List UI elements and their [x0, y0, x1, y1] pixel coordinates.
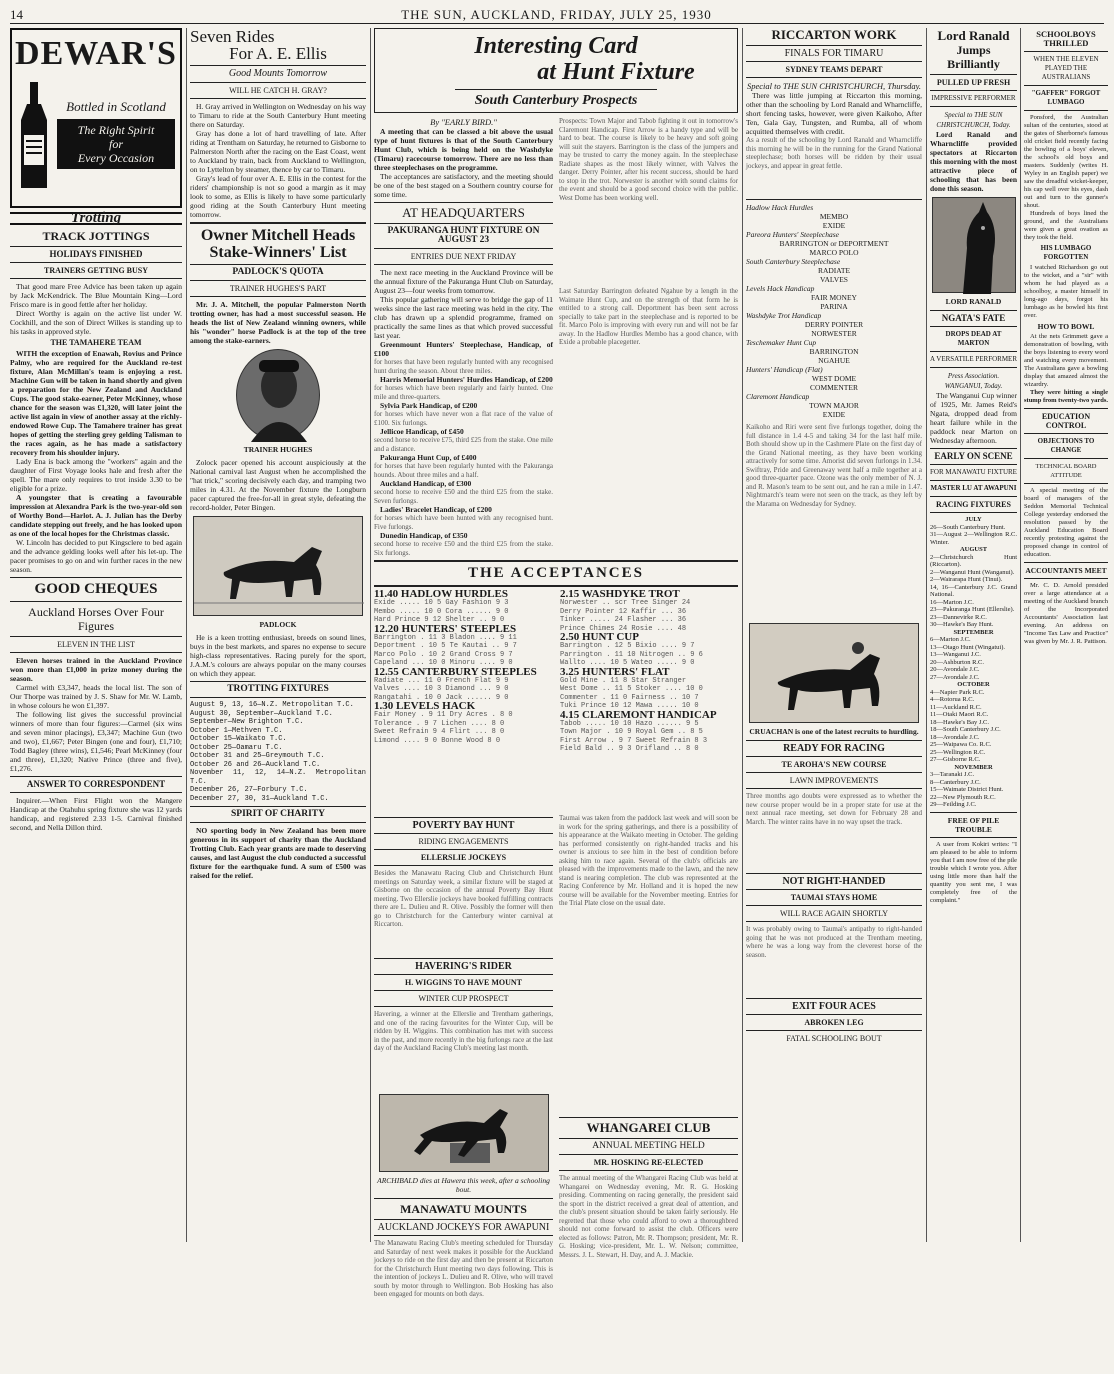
headline-not-right-handed: NOT RIGHT-HANDED [782, 876, 886, 887]
headline-answer: ANSWER TO CORRESPONDENT [26, 779, 166, 789]
subhead-winter-cup: WINTER CUP PROSPECT [418, 994, 509, 1003]
fixture-item: 15—Waimate District Hunt. [930, 786, 1004, 793]
subhead-abroken-leg: ABROKEN LEG [804, 1018, 864, 1027]
selection-horse: MARCO POLO [809, 248, 859, 257]
caption-lord-ranald: LORD RANALD [945, 297, 1002, 306]
paragraph: Lady Ena is back among the "workers" again and the daughter of First Voyage looks hale and fresh after the spell. The mare only requires to trot inside 3.30 to be eligible for a prize. [10, 457, 182, 493]
headline-manawatu-mounts: MANAWATU MOUNTS [400, 1202, 527, 1216]
caption-trainer-hughes: TRAINER HUGHES [243, 445, 313, 454]
acceptance-race: 2.50 HUNT CUP [560, 631, 639, 643]
horse-icon [194, 517, 364, 617]
headline-schoolboys: SCHOOLBOYS THRILLED [1036, 29, 1096, 48]
paragraph: They were hitting a single stump from twenty-two yards. [1024, 389, 1109, 404]
column-3d: Taumai was taken from the paddock last week and will soon be in work for the spring gatherings, and there is a possibility of his appearance at the Waikato meeting in October. The gelding has performed consistently on right-handed tracks and his owner is anxious to see him in the best of condition before asking him to race again. Several of the club's officials are pleased with the improvements made to the lawn, and the new stand is nearing completion. The club was represented at the Racing Conference by Mr. Holland and it is hoped the new course will be available for the November meeting. Entries for the Trial Plate close on the usual date. WHANGAREI CLUB ANNUAL MEETING HELD MR. HOSKING RE-ELECTED The annual meeting of the Whangarei Racing Club was held at Whangarei on Wednesday evening, Mr. R. G. Hosking presiding. Commenting on racing generally, the president said the sport in the district received a great deal of attention, and the club's present situation should be taken fairly seriously. He regretted that those who could afford to own a thoroughbred should not come forward to assist the club. Officers were elected as follows: Patron, Mr. R. Thompson; president, Mr. R. G. Hosking; vice-president, Mr. L. W. Nelson; committee, Messrs. J. L. Stewart, H. Day, and A. J. Mackie. [559, 814, 738, 1259]
selection-race: South Canterbury Steeplechase [746, 257, 841, 266]
column-6 [1024, 28, 1108, 1242]
paragraph: Zolock pacer opened his account auspiciously at the National carnival last August when he accomplished the "hat trick," scoring decisively each day, and tramping two miles in 4.31. At the November fixture the Longburn pacer captured the free-for-all in great style, defeating the record-holder, Peter Bingen. [190, 458, 366, 512]
subhead-fatal-schooling: FATAL SCHOOLING BOUT [786, 1034, 882, 1043]
fixture-item: September—New Brighton T.C. [190, 718, 304, 726]
paragraph: A youngster that is creating a favourable impression at Alexandra Park is the two-year-old son of Worthy Bond—Harlot. A. J. Julian has the Derby candidate stepping out freely, and he has looked upon as one of the local hopes for the Christmas classic. [10, 493, 182, 538]
subhead-lawn: LAWN IMPROVEMENTS [789, 776, 879, 785]
paragraph: Mr. C. D. Arnold presided over a large attendance at a meeting of the Auckland branch of the Incorporated Accountants' Association last evening. An address on "Income Tax Law and Practice" was given by Mr. J. R. Pattison. [1024, 582, 1108, 645]
subhead-pulled-up: PULLED UP FRESH [936, 78, 1011, 87]
acceptance-race: 4.15 CLAREMONT HANDICAP [560, 708, 717, 721]
subhead-versatile: A VERSATILE PERFORMER [930, 355, 1017, 363]
paragraph: I watched Richardson go out to the wicket, and a "sir" with whom he had played as a schoolboy, a master himself in long-ago days, forgot his lumbago as he bowled his first over. [1024, 264, 1108, 319]
headline-ellis: For A. E. Ellis [229, 44, 327, 63]
bottle-icon [17, 80, 51, 190]
selection-horse: COMMENTER [810, 383, 858, 392]
selection-race: Claremont Handicap [746, 392, 810, 401]
paragraph: The acceptances are satisfactory, and the meeting should be one of the best staged on a Southern country course for some time. [374, 172, 553, 199]
headline-interesting-card: Interesting Card [474, 33, 638, 59]
paragraph: NO sporting body in New Zealand has been more generous in its support of charity than the Auckland Trotting Club. Each year grants are made to deserving causes, and last August the club conducted a successful fixture for the earthquake fund. A sum of £500 was raised for the relief. [190, 826, 366, 880]
headline-auckland-horses: Auckland Horses Over Four Figures [28, 605, 164, 633]
column-1 [10, 28, 182, 1242]
race-entry: Greenmount Hunters' Steeplechase, Handicap, of £100 [374, 340, 553, 358]
headline-eleven: ELEVEN IN THE LIST [57, 640, 135, 649]
subhead-drops-dead: DROPS DEAD AT MARTON [945, 330, 1002, 347]
race-entry: Dunedin Handicap, of £350 [380, 531, 468, 540]
headline-exit-four-aces: EXIT FOUR ACES [792, 1001, 876, 1012]
cruachan-photo [749, 623, 919, 723]
headline-racing-fixtures: RACING FIXTURES [936, 500, 1011, 509]
column-3b: Prospects: Town Major and Tabob fighting it out in tomorrow's Claremont Handicap. First Arrow is a handy type and will be hard to beat. The course is likely to be heavy and soft going will suit the stayers. Barrington is the class of the jumpers and may be trusted to carry the money again. In the steeplechase Radiate shapes as the most likely winner, with Valves the danger. Derry Pointer, after his recent success, should be hard to stop in the trot. Norwester is another with sound claims for the event and should be a good second choice with the public. West Dome has been working well. Last Saturday Barrington defeated Ngahue by a length in the Waimate Hunt Cup, and on the strength of that form he is entitled to a strong call. Deportment has been sent across specially to take part in the steeplechase and is reported to be fit. Marco Polo is improving with every run and will not be far away. In the Hadlow Hurdles Membo has a good chance, with Exide a probable placegetter. [559, 117, 738, 346]
ad-line-4: Every Occasion [77, 150, 155, 165]
race-entry: Sylvia Park Handicap, of £200 [380, 401, 478, 410]
ad-line-2: The Right Spirit [77, 122, 155, 137]
fixture-item: November 11, 12, 14—N.Z. Metropolitan T.C. [190, 769, 366, 786]
selection-race: Washdyke Trot Handicap [746, 311, 822, 320]
paragraph: Carmel with £3,347, heads the local list. The son of Our Thorpe was trained by J. S. Shaw for Mr. W. Lamb, in whose colours he won £1,397. [10, 683, 182, 710]
subhead-how-to-bowl: HOW TO BOWL [1037, 322, 1095, 331]
dateline: Special to THE SUN CHRISTCHURCH, Thursday. [746, 81, 922, 91]
selection-horse: BARRINGTON [809, 347, 859, 356]
subhead-lumbago: HIS LUMBAGO FORGOTTEN [1040, 244, 1092, 261]
fixture-item: 4—Napier Park R.C. [930, 688, 985, 696]
fixture-item: 20—Ashburton R.C. [930, 658, 984, 666]
subhead-ellerslie: ELLERSLIE JOCKEYS [420, 853, 507, 862]
section-heading: Trotting [10, 212, 182, 225]
fixture-month: SEPTEMBER [953, 628, 994, 636]
paragraph: A special meeting of the board of managers of the Seddon Memorial Technical College yesterday endorsed the resolution passed by the Auckland Education Board recently protesting against the proposed change in control of education. [1024, 487, 1108, 558]
horse-head-icon [933, 198, 1017, 294]
selection-horse: BARRINGTON or DEPORTMENT [779, 239, 889, 248]
fixture-item: 22—New Plymouth R.C. [930, 793, 996, 801]
jumping-horse-icon [380, 1095, 550, 1173]
acceptances-grid: 11.40 HADLOW HURDLES Exide ..... 10 5 Gay Fashion 9 3 Membo ..... 10 0 Cora ...... 9 0 Hard Prince 9 12 Shelter .. 9 0 12.20 HUNTERS' STEEPLES Barrington . 11 3 Bladon .... 9 11 Deportment . 10 5 Te Kautai .. 9 7 Marco Polo . 10 2 Grand Cross 9 7 Capeland ... 10 0 Minoru .... 9 0 12.55 CANTERBURY STEEPLES Radiate ... 11 0 French Flat 9 9 Valves .... 10 3 Diamond ... 9 0 Rangatahi . 10 0 Jack ...... 9 0 1.30 LEVELS HACK Fair Money . 9 11 Dry Acres . 8 0 Tolerance . 9 7 Lichen .... 8 0 Sweet Refrain 9 4 Flirt ... 8 0 Limond .... 9 0 Bonne Wood 8 0 2.15 WASHDYKE TROT Norwester .. scr Tree Singer 24 Derry Pointer 12 Kaffir ... 36 Tinker ..... 24 Flasher ... 36 Prince Chimes 24 Rosie .... 48 2.50 HUNT CUP Barrington . 12 5 Bixio .... 9 7 Parrington . 11 10 Nitrogen .. 9 6 Wallto .... 10 5 Wateo ..... 9 0 3.25 HUNTERS' FLAT Gold Mine . 11 8 Star Stranger West Dome .. 11 5 Stoker .... 10 0 Commenter . 11 0 Fairness .. 10 7 Tuki Prince 10 12 Mawa ..... 10 0 4.15 CLAREMONT HANDICAP Tabob ..... 10 10 Hazo ...... 9 5 Town Major . 10 9 Royal Gem .. 8 5 First Arrow . 9 7 Sweet Refrain 8 3 Field Bald .. 9 3 Orifland .. 8 0 [374, 590, 738, 810]
padlock-photo [193, 516, 363, 616]
caption-padlock: PADLOCK [259, 620, 297, 629]
headline-at-headquarters: AT HEADQUARTERS [402, 205, 525, 220]
headline-sydney-teams: SYDNEY TEAMS DEPART [785, 65, 883, 74]
fixture-item: 8—Canterbury J.C. [930, 778, 981, 786]
fixture-item: 26—South Canterbury Hunt. [930, 523, 1006, 531]
headline-ready-for-racing: READY FOR RACING [783, 743, 885, 754]
fixture-item: 13—Otago Hunt (Wingatui). [930, 643, 1006, 651]
fixture-item: 27—Avondale J.C. [930, 673, 980, 681]
headline-south-canterbury: South Canterbury Prospects [474, 93, 638, 108]
headline-track-jottings: TRACK JOTTINGS [42, 229, 150, 243]
selection-horse: WEST DOME [811, 374, 857, 383]
subhead-annual-meeting: ANNUAL MEETING HELD [592, 1141, 705, 1151]
column-4: RICCARTON WORK FINALS FOR TIMARU SYDNEY TEAMS DEPART Special to THE SUN CHRISTCHURCH, Thursday. There was little jumping at Riccarton this morning, other than the schooling by Lord Ranald and Wharncliffe, short fencing tasks, however, were given Kaikoho, After Ten, Gala Gay, Tungsten, and Rumba, all of whom acquitted themselves with credit. As a result of the schooling by Lord Ranald and Wharncliffe this morning he will be in the running for the Grand National steeplechase; both horses will be ridden by their usual jockeys, and appear in great fettle. Hadlow Hack Hurdles MEMBO EXIDE Pareora Hunters' Steeplechase BARRINGTON or DEPORTMENT MARCO POLO South Canterbury Steeplechase RADIATE VALVES Levels Hack Handicap FAIR MONEY PARINA Washdyke Trot Handicap DERRY POINTER NORWESTER Teschemaker Hunt Cup BARRINGTON NGAHUE Hunters' Handicap (Flat) WEST DOME COMMENTER Claremont Handicap TOWN MAJOR EXIDE Kaikoho and Riri were sent five furlongs together, doing the full distance in 1.4 4-5 and taking 34 for the last half mile. Both should show up in the Cashmere Plate on the first day of the Grand National meeting, as they have been working attractively for some time. Amorist did seven furlongs in 1.34. Swiftray, Pride and Greenaway went half a mile together at a good three-quarter pace. Ozone was the only member of N. J. and R. Mason's team to be sent out, and he ran a mile in 1.47. Nightmarch's team were not seen on the track, as they left by the Marama on Wednesday for Sydney. CRUACHAN is one of the latest recruits to hurdling. READY FOR RACING TE AROHA'S NEW COURSE LAWN IMPROVEMENTS Three months ago doubts were expressed as to whether the new course proper would be in a proper state for use at the next annual race meeting, set down for February 28 and March. The winter rains have in no way upset the track. NOT RIGHT-HANDED TAUMAI STAYS HOME WILL RACE AGAIN SHORTLY It was probably owing to Taumai's antipathy to right-handed going that he was not produced at the Trentham meeting, where he was a long way from the cleverest horse of the season. EXIT FOUR ACES ABROKEN LEG FATAL SCHOOLING BOUT [746, 27, 922, 1043]
race-entry: Auckland Handicap, of £300 [380, 479, 472, 488]
subhead-objections: OBJECTIONS TO CHANGE [1037, 437, 1095, 454]
column-5b [930, 28, 1017, 1242]
subhead-gaffer: "GAFFER" FORGOT LUMBAGO [1031, 89, 1101, 106]
headline-whangarei: WHANGAREI CLUB [586, 1120, 711, 1135]
fixture-item: 25—Wellington R.C. [930, 748, 986, 756]
fixture-item: October 1—Methven T.C. [190, 726, 283, 735]
paragraph: There was little jumping at Riccarton this morning, other than the schooling by Lord Ranald and Wharncliffe, short fencing tasks, however, were given Kaikoho, After Ten, Gala Gay, Tungsten, and Rumba, all of whom acquitted themselves with credit. [746, 91, 922, 136]
selection-race: Teschemaker Hunt Cup [746, 338, 817, 347]
paragraph: Ponsford, the Australian sultan of the centuries, stood at the gates of Sherborne's famous old cricket field recently facing the bowling of a boys' eleven, the school's old boys and masters. Suddenly (writes H. Wyley in an English paper) we saw the dreadful wicket-keeper, his cap well over his eyes, dash out and turn to the gunner's shout. [1024, 114, 1108, 209]
fixture-item: October 31 and 25—Greymouth T.C. [190, 752, 325, 760]
paragraph: The Wanganui Cup winner of 1925, Mr. James Reid's Ngata, dropped dead from heart failure while in the paddock near Marton on Wednesday afternoon. [930, 391, 1017, 445]
dateline: Press Association. WANGANUI, Today. [944, 372, 1003, 390]
race-entry: Harris Memorial Hunters' Hurdles Handicap, of £200 [380, 375, 553, 384]
selection-horse: DERRY POINTER [804, 320, 864, 329]
fixture-month: OCTOBER [957, 681, 990, 688]
masthead [10, 6, 1104, 24]
headline-owner-mitchell: Owner Mitchell Heads Stake-Winners' List [200, 227, 356, 261]
caption-archibald: ARCHIBALD dies at Hawera this week, after a schooling bout. [377, 1176, 550, 1194]
column-3a [374, 117, 553, 557]
headline-finals-timaru: FINALS FOR TIMARU [784, 48, 884, 59]
fixture-month: JULY [965, 516, 982, 523]
horse-icon [750, 624, 920, 724]
page-number: 14 [10, 6, 23, 22]
portrait-icon [237, 350, 321, 442]
headline-ngata: NGATA'S FATE [941, 313, 1006, 323]
acceptance-race: 2.15 WASHDYKE TROT [560, 588, 680, 600]
headline-early-on-scene: EARLY ON SCENE [934, 451, 1013, 461]
headline-good-cheques: GOOD CHEQUES [34, 581, 158, 597]
selection-race: Hadlow Hack Hurdles [746, 203, 814, 212]
subhead-master-lu: MASTER LU AT AWAPUNI [930, 484, 1017, 492]
fixture-item: 31—August 2—Wellington R.C. Winter. [930, 531, 1017, 546]
fixture-item: October 15—Waikato T.C. [190, 735, 287, 743]
ad-brand: DEWAR'S [15, 35, 177, 72]
dateline: Special to THE SUN CHRISTCHURCH, Today. [936, 111, 1011, 129]
subhead-technical-board: TECHNICAL BOARD ATTITUDE [1035, 463, 1097, 479]
acceptance-race: 1.30 LEVELS HACK [374, 700, 476, 712]
paragraph: Gray's lead of four over A. E. Ellis in the contest for the riders' championship is not so good a margin as it may look to some, as Ellis is likely to have some particularly good riding at the South Canterbury Hunt meeting tomorrow. [190, 174, 366, 219]
paragraph: Eleven horses trained in the Auckland Province won more than £1,000 in prize money during the season. [10, 656, 182, 683]
paragraph: W. Lincoln has decided to put Kingsclere to bed again and the advance gelding looks well after his let-up. The pacer promises to go on and win further races in the new season. [10, 538, 182, 574]
fixture-item: 16—Marton J.C. [930, 598, 974, 606]
headline-haverings-rider: HAVERING'S RIDER [415, 961, 512, 972]
fixture-item: 11—Auckland R.C. [930, 703, 982, 711]
paragraph: The following list gives the successful provincial winners of more than four figures:—Carmel (six wins and seven minor placings), £3,347; Machine Gun (two and two), £1,667; Peter Bingen (one and four), £1,710; Todd Bagley (three wins), £1,546; Pearl McKinney (four and three), £1,320; Native Prince (three and five), £1,276. [10, 710, 182, 773]
subhead-trainer-hughes: TRAINER HUGHES'S PART [229, 284, 327, 293]
fixture-item: 20—Avondale J.C. [930, 666, 980, 673]
fixture-item: 25—Waipawa Co. R.C. [930, 741, 992, 748]
archibald-photo [379, 1094, 549, 1172]
subhead-impressive: IMPRESSIVE PERFORMER [931, 94, 1016, 102]
headline-jumps-brilliantly: Jumps Brilliantly [947, 43, 1000, 71]
fixture-item: 13—Wanganui J.C. [930, 651, 981, 658]
acceptance-race: 11.40 HADLOW HURDLES [374, 588, 508, 600]
subhead-wiggins: H. WIGGINS TO HAVE MOUNT [405, 978, 522, 987]
racing-fixtures-list [930, 516, 1017, 809]
column-3 [374, 28, 738, 1298]
fixture-item: 6—Marton J.C. [930, 636, 971, 643]
paragraph: Hundreds of boys lined the ground, and the Australians were given a great ovation as they took the field. [1024, 210, 1108, 241]
fixture-item: August 30, September—Auckland T.C. [190, 709, 333, 718]
subhead-catch-gray: WILL HE CATCH H. GRAY? [229, 86, 327, 95]
fixture-item: December 27, 30, 31—Auckland T.C. [190, 794, 329, 803]
fixture-item: 30—Hawke's Bay Hunt. [930, 621, 994, 628]
headline-education-control: EDUCATION CONTROL [1041, 412, 1091, 430]
subhead-entries-due: ENTRIES DUE NEXT FRIDAY [410, 252, 517, 261]
selection-horse: MEMBO [819, 212, 849, 221]
selection-race: Hunters' Handicap (Flat) [746, 365, 823, 374]
paragraph: A meeting that can be classed a bit above the usual type of hunt fixtures is that of the South Canterbury Hunt Club, which is being held on the Washdyke (Timaru) racecourse tomorrow. There are no less than three steeplechases on the programme. [374, 127, 553, 172]
headline-pakuranga: PAKURANGA HUNT FIXTURE ON AUGUST 23 [387, 226, 540, 245]
selection-race: Levels Hack Handicap [746, 284, 815, 293]
selection-horse: EXIDE [822, 410, 846, 419]
fixture-item: August 9, 13, 16—N.Z. Metropolitan T.C. [190, 701, 354, 709]
fixture-item: October 26 and 26—Auckland T.C. [190, 760, 321, 769]
selections [746, 203, 922, 419]
subhead-manawatu: FOR MANAWATU FIXTURE [930, 468, 1017, 476]
subhead-tamahere: THE TAMAHERE TEAM [50, 338, 142, 347]
headline-spirit-of-charity: SPIRIT OF CHARITY [231, 809, 325, 819]
fixture-item: October 25—Oamaru T.C. [190, 743, 283, 752]
headline-acceptances: THE ACCEPTANCES [467, 565, 644, 581]
selection-horse: EXIDE [822, 221, 846, 230]
acceptance-race: 3.25 HUNTERS' FLAT [560, 665, 670, 678]
selection-race: Pareora Hunters' Steeplechase [746, 230, 839, 239]
paragraph: Direct Worthy is again on the active list under W. Cockhill, and the son of Direct Wilkes is standing up to his tasks in approved style. [10, 309, 182, 336]
race-entry: Ladies' Bracelet Handicap, of £200 [380, 505, 492, 514]
paragraph: Inquirer.—When First Flight won the Mangere Handicap at the Otahuhu spring fixture she was 12 yards handicap, and registered 2.33 1-5. Carnival finished second, and Nella Dillon third. [10, 796, 182, 832]
headline-poverty-bay: POVERTY BAY HUNT [412, 820, 515, 831]
column-2 [190, 28, 366, 1242]
fixture-item: 29—Feilding J.C. [930, 801, 977, 808]
selection-horse: RADIATE [817, 266, 851, 275]
fixture-item: 2—Christchurch Hunt (Riccarton). [930, 553, 1017, 568]
fixture-item: 23—Pakuranga Hunt (Ellerslie). [930, 606, 1015, 613]
subhead-auckland-jockeys: AUCKLAND JOCKEYS FOR AWAPUNI [377, 1222, 550, 1233]
fixture-item: 18—Avondale J.C. [930, 733, 980, 741]
fixture-item: 18—South Canterbury J.C. [930, 726, 1001, 733]
selection-horse: FAIR MONEY [811, 293, 857, 302]
fixture-item: 2—Wanganui Hunt (Wanganui). [930, 568, 1015, 576]
paragraph: Mr. J. A. Mitchell, the popular Palmerston North trotting owner, has had a most successful season. He heads the list of New Zealand winning owners, while his "wonder" horse Padlock is at the top of the tree among the stake-earners. [190, 300, 366, 345]
selection-horse: NORWESTER [811, 329, 857, 338]
byline: By "EARLY BIRD." [430, 117, 497, 127]
fixture-item: 27—Gisborne R.C. [930, 756, 981, 763]
paragraph: That good mare Free Advice has been taken up again by Jack McKendrick. The Blue Mountain King—Lord Frisco mare is in good fettle after her holiday. [10, 282, 182, 309]
fixture-item: 2—Wairarapa Hunt (Tinui). [930, 576, 1003, 583]
acceptance-race: 12.20 HUNTERS' STEEPLES [374, 622, 517, 635]
deck-good-mounts: Good Mounts Tomorrow [228, 68, 328, 79]
paragraph: WITH the exception of Enawah, Rovius and Prince Palmy, who are required for the Auckland re-test fixture, Alan McMillan's team is enjoying a rest. Machine Gun will be taken in hand shortly and given a preparation for the New Zealand and Auckland Cups. The good stake-earner, Peter McKinney, whose chance for the season was £1,320, will later joint the active list again in view of another assay at the richly-endowed Rowe Cup. The Tamahere trainer has great hopes of getting the sterling grey gelding Talisman to the races again, as he has made a satisfactory recovery from his shoulder injury. [10, 349, 182, 457]
selection-horse: PARINA [820, 302, 848, 311]
paragraph: He is a keen trotting enthusiast, breeds on sound lines, buys in the best markets, and spares no expense to secure high-class representatives. Racing purely for the sport, J.A.M.'s colours are always popular on the many courses on which they appear. [190, 633, 366, 678]
paragraph: The next race meeting in the Auckland Province will be the annual fixture of the Pakuranga Hunt Club on Saturday, August 23—four weeks from tomorrow. [374, 268, 553, 295]
fixture-month: NOVEMBER [954, 763, 993, 771]
headline-lord-ranald: Lord Ranald [937, 28, 1010, 43]
ad-line-3: for [108, 136, 123, 151]
trotting-fixtures-list [190, 701, 366, 803]
hunt-fixture-header [374, 28, 738, 113]
paragraph: Gray has done a lot of hard travelling of late. After riding at Trentham on Saturday, he returned to Gisborne to Palmerston North after the racing on the East Coast, went to Auckland by train, back from Auckland to Wellington, on to Lyttelton by steamer, thence by car to Timaru. [190, 129, 366, 174]
race-entry: Pakuranga Hunt Cup, of £400 [380, 453, 477, 462]
paragraph: Lord Ranald and Wharncliffe provided spectators at Riccarton this morning with the most attractive piece of schooling that has been done this season. [930, 130, 1017, 193]
selection-horse: NGAHUE [818, 356, 850, 365]
lord-ranald-photo [932, 197, 1016, 293]
pakuranga-races: Greenmount Hunters' Steeplechase, Handicap, of £100 for horses that have been regularly hunted with any recognised hunt during the season. About three miles. Harris Memorial Hunters' Hurdles Handicap, of £200 for horses which have been regularly and fairly hunted. One mile and three-quarters. Sylvia Park Handicap, of £200 for horses which have never won a flat race of the value of £100. Six furlongs. Jellicoe Handicap, of £450 second horse to receive £75, third £25 from the stake. One mile and a distance. Pakuranga Hunt Cup, of £400 for horses that have been regularly hunted with the Pakuranga hounds. About three miles and a half. Auckland Handicap, of £300 second horse to receive £50 and the third £25 from the stake. Seven furlongs. Ladies' Bracelet Handicap, of £200 for horses which have been hunted with any recognised hunt. Five furlongs. Dunedin Handicap, of £350 second horse to receive £50 and the third £25 from the stake. Six furlongs. [374, 340, 553, 557]
paragraph: A user from Kokiri writes: "I am pleased to be able to inform you that I am now free of the pile trouble which I wrote you. After using little more than half the quantity you sent me, I was completely free of the complaint." [930, 840, 1017, 904]
paragraph: This popular gathering will serve to bridge the gap of 11 weeks since the last race meeting was held in the city. The club has drawn up a splendid programme, framed on practically the same lines as that which proved successful last year. [374, 295, 553, 340]
subhead-taumai: TAUMAI STAYS HOME [790, 893, 878, 902]
column-3c: POVERTY BAY HUNT RIDING ENGAGEMENTS ELLERSLIE JOCKEYS Besides the Manawatu Racing Club and Christchurch Hunt meetings on Saturday week, a similar fixture will be staged at Gisborne on the occasion of the annual Poverty Bay Hunt meeting. Two Ellerslie jockeys have booked fulfilling contracts there are L. Dulieu and R. Olive. Possibly the former will then go to Christchurch for the Canterbury winter carnival at Riccarton. HAVERING'S RIDER H. WIGGINS TO HAVE MOUNT WINTER CUP PROSPECT Havering, a winner at the Ellerslie and Trentham gatherings, and one of the racing favourites for the Winter Cup, will be ridden by H. Wiggins. This combination has met with success in the past, and more recently in the big furlongs race at the last day of the Auckland Racing Club's meeting last month. ARCHIBALD dies at Hawera this week, after a schooling bout. MANAWATU MOUNTS AUCKLAND JOCKEYS FOR AWAPUNI The Manawatu Racing Club's meeting scheduled for Thursday and Saturday of next week makes it possible for the Auckland jockeys to ride on the first day and then be present at Riccarton for the Christchurch Hunt meeting two days following. This is the intention of jockeys L. Dulieu and R. Olive, who will travel south by motor through to Wellington. Bob Hosking has also been engaged for mounts on both days. [374, 814, 553, 1374]
headline-accountants: ACCOUNTANTS MEET [1025, 566, 1107, 575]
fixture-item: 11—Otaki Maori R.C. [930, 711, 989, 718]
caption-cruachan: CRUACHAN is one of the latest recruits to hurdling. [749, 727, 919, 736]
paragraph: H. Gray arrived in Wellington on Wednesday on his way to Timaru to ride at the South Canterbury Hunt meeting there on Saturday. [190, 102, 366, 129]
fixture-month: AUGUST [959, 546, 988, 553]
headline-pile-trouble: FREE OF PILE TROUBLE [947, 815, 1000, 834]
headline-seven-rides: Seven Rides [190, 27, 275, 46]
fixture-item: 3—Taranaki J.C. [930, 771, 975, 778]
headline-holidays: HOLIDAYS FINISHED [49, 249, 143, 259]
trainer-hughes-photo [236, 349, 320, 441]
ad-line-1: Bottled in Scotland [66, 98, 166, 114]
subhead-te-aroha: TE AROHA'S NEW COURSE [781, 760, 887, 769]
headline-riccarton-work: RICCARTON WORK [771, 27, 897, 42]
subhead-hosking: MR. HOSKING RE-ELECTED [593, 1158, 704, 1167]
race-entry: Jellicoe Handicap, of £450 [380, 427, 464, 436]
subhead-australians: WHEN THE ELEVEN PLAYED THE AUSTRALIANS [1033, 55, 1099, 81]
fixture-item: December 26, 27—Forbury T.C. [190, 786, 308, 794]
subhead-riding: RIDING ENGAGEMENTS [418, 837, 509, 846]
fixture-item: 4—Rotorua R.C. [930, 696, 975, 703]
headline-hunt-fixture: at Hunt Fixture [537, 59, 695, 85]
acceptance-race: 12.55 CANTERBURY STEEPLES [374, 665, 537, 678]
paragraph: At the nets Grimmett gave a demonstration of bowling, with the boys listening to every word and watching every movement. The Australians gave a bowling display that amazed almost the wizardry. [1024, 333, 1108, 388]
selection-horse: TOWN MAJOR [809, 401, 859, 410]
subhead-will-race: WILL RACE AGAIN SHORTLY [780, 909, 888, 918]
subhead-padlock-quota: PADLOCK'S QUOTA [232, 267, 324, 277]
headline-trotting-fixtures: TROTTING FIXTURES [227, 684, 329, 694]
selection-horse: VALVES [820, 275, 848, 284]
ad-slogan-box [57, 119, 175, 169]
fixture-item: 14, 16—Canterbury J.C. Grand National. [930, 583, 1017, 598]
fixture-item: 18—Hawke's Bay J.C. [930, 718, 989, 726]
masthead-title: THE SUN, AUCKLAND, FRIDAY, JULY 25, 1930 [401, 6, 712, 22]
headline-trainers: TRAINERS GETTING BUSY [43, 266, 149, 275]
dewars-ad [10, 28, 182, 208]
fixture-item: 23—Dannevirke R.C. [930, 613, 987, 621]
